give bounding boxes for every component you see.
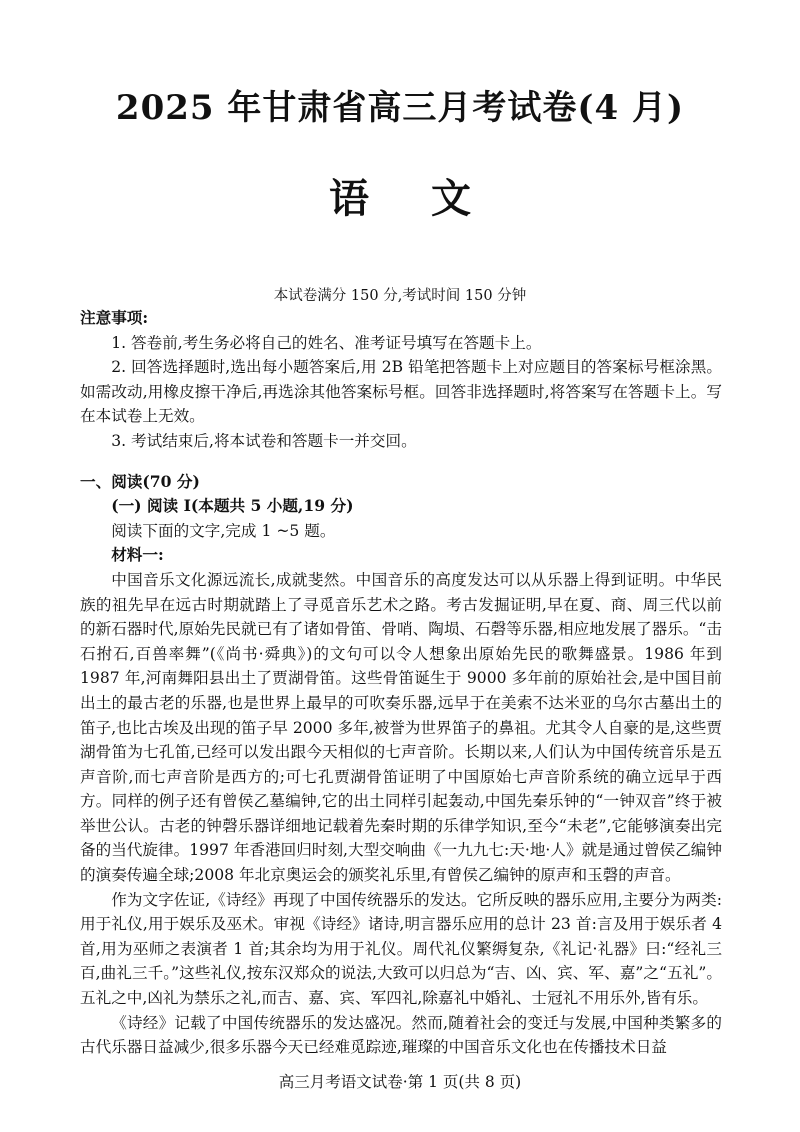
exam-info: 本试卷满分 150 分,考试时间 150 分钟 — [273, 288, 527, 304]
material-paragraph: 作为文字佐证,《诗经》再现了中国传统器乐的发达。它所反映的器乐应用,主要分为两类:用于礼仪,用于娱乐及巫术。审视《诗经》诸诗,明言器乐应用的总计 23 首:言及用于娱乐者 4 首,用为巫师之表演者 1 首;其余均为用于礼仪。周代礼仪繁缛复杂,《礼记·礼器》曰:“经礼三百,曲礼三千。”这些礼仪,按东汉郑众的说法,大致可以归总为“吉、凶、宾、军、嘉”之“五礼”。五礼之中,凶礼为禁乐之礼,而吉、嘉、宾、军四礼,除嘉礼中婚礼、士冠礼不用乐外,皆有乐。 — [80, 890, 722, 1008]
subject-title: 语文 — [329, 175, 533, 222]
section-instruction: 阅读下面的文字,完成 1 ~5 题。 — [111, 521, 336, 540]
section-subheading: (一) 阅读 I(本题共 5 小题,19 分) — [111, 496, 354, 516]
section-heading: 一、阅读(70 分) — [80, 471, 200, 491]
notice-item: 1. 答卷前,考生务必将自己的姓名、准考证号填写在答题卡上。 — [111, 333, 542, 352]
notice-item: 3. 考试结束后,将本试卷和答题卡一并交回。 — [111, 431, 417, 450]
exam-title: 2025 年甘肃省高三月考试卷(4 月) — [115, 88, 685, 128]
page-footer: 高三月考语文试卷·第 1 页(共 8 页) — [278, 1073, 522, 1091]
exam-body — [80, 306, 722, 1060]
material-label: 材料一: — [111, 545, 164, 565]
material-paragraph: 《诗经》记载了中国传统器乐的发达盛况。然而,随着社会的变迁与发展,中国种类繁多的古代乐器日益减少,很多乐器今天已经难觅踪迹,璀璨的中国音乐文化也在传播技术日益 — [80, 1013, 722, 1057]
notice-heading: 注意事项: — [80, 308, 149, 327]
notice-item: 2. 回答选择题时,选出每小题答案后,用 2B 铅笔把答题卡上对应题目的答案标号框涂黑。如需改动,用橡皮擦干净后,再选涂其他答案标号框。回答非选择题时,将答案写在答题卡上。写在本试卷上无效。 — [80, 358, 722, 426]
material-paragraph: 中国音乐文化源远流长,成就斐然。中国音乐的高度发达可以从乐器上得到证明。中华民族的祖先早在远古时期就踏上了寻觅音乐艺术之路。考古发掘证明,早在夏、商、周三代以前的新石器时代,原始先民就已有了诸如骨笛、骨哨、陶埙、石磬等乐器,相应地发展了器乐。“击石拊石,百兽率舞”(《尚书·舜典》)的文句可以令人想象出原始先民的歌舞盛景。1986 年到 1987 年,河南舞阳县出土了贾湖骨笛。这些骨笛诞生于 9000 多年前的原始社会,是中国目前出土的最古老的乐器,也是世界上最早的可吹奏乐器,远早于在美索不达米亚的乌尔古墓出土的笛子,也比古埃及出现的笛子早 2000 多年,被誉为世界笛子的鼻祖。尤其令人自豪的是,这些贾湖骨笛为七孔笛,已经可以发出跟今天相似的七声音阶。长期以来,人们认为中国传统音乐是五声音阶,而七声音阶是西方的;可七孔贾湖骨笛证明了中国原始七声音阶系统的确立远早于西方。同样的例子还有曾侯乙墓编钟,它的出土同样引起轰动,中国先秦乐钟的“一钟双音”终于被举世公认。古老的钟磬乐器详细地记载着先秦时期的乐律学知识,至今“未老”,它能够演奏出完备的当代旋律。1997 年香港回归时刻,大型交响曲《一九九七:天·地·人》就是通过曾侯乙编钟的演奏传遍全球;2008 年北京奥运会的颁奖礼乐里,有曾侯乙编钟的原声和玉磬的声音。 — [80, 570, 722, 885]
